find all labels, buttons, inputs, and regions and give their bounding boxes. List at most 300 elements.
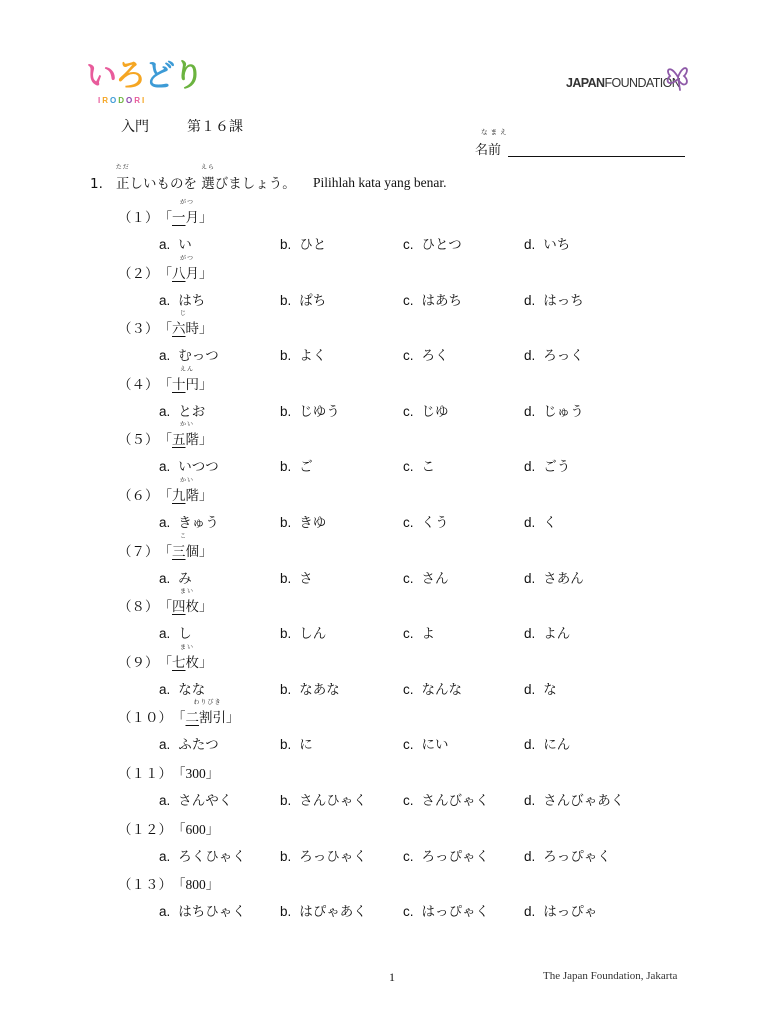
option-text: ろっひゃく	[299, 848, 367, 865]
answer-option[interactable]	[159, 789, 232, 809]
bracket-close: 」	[199, 265, 213, 282]
item-number: （８）	[118, 599, 159, 616]
option-text: に	[299, 737, 313, 754]
answer-option[interactable]	[280, 511, 326, 531]
footer-credit: The Japan Foundation, Jakarta	[543, 970, 678, 982]
answer-option[interactable]	[403, 567, 449, 587]
bracket-open: 「	[158, 599, 172, 616]
option-text: さんびゃあく	[543, 793, 625, 809]
option-letter: a.	[159, 237, 171, 252]
item-word	[172, 421, 199, 449]
option-letter: c.	[403, 403, 414, 419]
option-letter: a.	[159, 904, 171, 920]
option-letter: d.	[524, 237, 536, 252]
option-letter: d.	[524, 459, 536, 475]
bracket-open: 「	[172, 821, 186, 838]
answer-option[interactable]	[403, 789, 489, 809]
option-letter: b.	[280, 737, 292, 753]
item-stem	[118, 254, 213, 282]
bracket-close: 」	[226, 710, 240, 727]
option-text: なな	[178, 681, 206, 698]
option-letter: a.	[159, 515, 171, 530]
answer-option[interactable]	[403, 733, 449, 753]
option-letter: d.	[524, 681, 536, 697]
bracket-close: 」	[205, 821, 220, 838]
item-stem	[118, 365, 213, 393]
bracket-close: 」	[199, 543, 213, 560]
logo-char: ろ	[115, 58, 144, 94]
logo-roman-char: I	[98, 96, 103, 105]
answer-option[interactable]	[280, 900, 367, 920]
option-letter: b.	[280, 626, 292, 642]
answer-option[interactable]	[159, 289, 205, 309]
option-letter: a.	[159, 292, 171, 308]
question-item	[0, 477, 768, 536]
item-furigana: まい	[180, 643, 195, 651]
option-letter: b.	[280, 348, 292, 364]
logo-roman-char: D	[118, 96, 127, 105]
option-text: じゆう	[299, 403, 340, 420]
answer-option[interactable]	[280, 733, 313, 753]
ruby-reading-2: えら	[201, 164, 216, 171]
answer-option[interactable]	[403, 511, 449, 531]
item-furigana: まい	[180, 588, 195, 596]
question-item	[0, 199, 768, 258]
item-word	[172, 365, 199, 393]
option-text: はぴゃあく	[299, 904, 367, 921]
option-letter: c.	[403, 459, 414, 475]
item-target-kanji: 三	[172, 543, 186, 560]
item-word	[186, 822, 206, 838]
option-text: ひと	[299, 237, 327, 253]
item-word	[172, 643, 199, 671]
answer-option[interactable]	[280, 622, 326, 642]
option-letter: a.	[159, 570, 171, 586]
answer-option[interactable]	[524, 567, 584, 587]
option-letter: d.	[524, 292, 536, 308]
answer-option[interactable]	[159, 900, 246, 920]
question-indonesian: Pilihlah kata yang benar.	[313, 175, 447, 190]
option-text: よ	[421, 626, 436, 643]
bracket-open: 「	[158, 488, 172, 504]
answer-option[interactable]	[280, 845, 367, 865]
answer-option[interactable]	[159, 567, 192, 587]
answer-option[interactable]	[524, 733, 570, 753]
option-text: なあな	[299, 681, 340, 698]
item-stem	[118, 199, 213, 226]
option-letter: c.	[403, 626, 414, 642]
item-target-kanji: 六	[172, 321, 186, 338]
name-label-text: 名前	[475, 143, 502, 158]
logo-roman-char: R	[102, 96, 111, 105]
option-text: ろっく	[543, 348, 584, 365]
answer-option[interactable]	[280, 400, 340, 420]
item-word-rest: 個	[185, 543, 199, 560]
option-text: はちひゃく	[178, 904, 246, 921]
answer-option[interactable]	[159, 678, 205, 698]
option-text: にん	[543, 737, 571, 754]
question-item	[0, 532, 768, 592]
item-word	[172, 310, 199, 338]
item-number: （１３）	[118, 877, 172, 894]
question-item	[0, 254, 768, 314]
answer-option[interactable]	[159, 233, 192, 253]
answer-option[interactable]	[280, 567, 313, 587]
option-text: なんな	[421, 681, 463, 698]
option-letter: a.	[159, 681, 171, 697]
option-text: しん	[299, 626, 327, 643]
option-letter: c.	[403, 515, 414, 530]
item-stem	[118, 588, 213, 616]
option-text: きゅう	[178, 515, 219, 531]
question-item	[0, 699, 768, 758]
option-text: ろっぴゃく	[421, 848, 490, 865]
answer-option[interactable]	[280, 678, 340, 698]
answer-option[interactable]	[159, 455, 219, 475]
option-letter: c.	[403, 570, 414, 586]
course-level: 入門	[121, 119, 149, 135]
option-letter: d.	[524, 904, 536, 920]
item-stem	[118, 532, 213, 560]
option-letter: b.	[280, 237, 292, 252]
item-stem	[118, 873, 219, 893]
japan-foundation-logo	[566, 62, 694, 92]
logo-char: い	[86, 58, 115, 94]
answer-option[interactable]	[403, 678, 462, 698]
option-letter: b.	[280, 292, 292, 308]
item-word	[172, 477, 199, 504]
item-target-kanji: 八	[172, 265, 186, 282]
item-word-rest: 枚	[185, 654, 199, 671]
item-word	[172, 532, 199, 560]
bracket-open: 「	[158, 543, 172, 560]
answer-option[interactable]	[524, 400, 584, 420]
logo-roman-char: O	[126, 96, 135, 105]
item-word-rest: 階	[185, 432, 199, 449]
bracket-close: 」	[205, 766, 220, 782]
bracket-open: 「	[158, 210, 172, 226]
logo-char: ど	[144, 58, 173, 94]
name-label	[475, 128, 510, 158]
instruction-text-2: びましょう。	[214, 176, 296, 192]
bracket-close: 」	[199, 488, 213, 504]
option-letter: d.	[524, 793, 536, 808]
option-letter: d.	[524, 348, 536, 364]
item-number: （６）	[118, 488, 159, 504]
bracket-close: 」	[205, 877, 220, 894]
option-letter: b.	[280, 459, 292, 475]
option-text: はち	[178, 292, 206, 309]
item-stem	[118, 477, 213, 504]
item-furigana: かい	[180, 477, 195, 484]
item-number: （１１）	[118, 766, 172, 782]
option-letter: c.	[403, 292, 414, 308]
option-text: さん	[421, 570, 449, 587]
butterfly-icon	[664, 62, 692, 92]
answer-option[interactable]	[403, 233, 462, 253]
answer-option[interactable]	[280, 344, 326, 364]
irodori-logo-roman	[98, 96, 146, 105]
item-target-kanji: 七	[172, 654, 186, 671]
option-text: さんびゃく	[421, 793, 490, 809]
item-target-kanji: 二	[185, 710, 199, 727]
item-word	[185, 699, 227, 727]
answer-option[interactable]	[524, 289, 584, 309]
answer-option[interactable]	[159, 622, 192, 642]
item-word-rest: 枚	[185, 599, 199, 616]
option-text: くう	[421, 515, 449, 531]
option-letter: d.	[524, 737, 536, 753]
japan-foundation-rest: FOUNDATION	[604, 76, 681, 90]
ruby-reading-1: ただ	[115, 164, 130, 171]
answer-option[interactable]	[159, 511, 219, 531]
option-letter: c.	[403, 237, 414, 252]
question-instruction	[115, 164, 296, 192]
item-word	[186, 766, 206, 782]
option-letter: a.	[159, 459, 171, 475]
item-furigana: じ	[180, 310, 188, 318]
bracket-open: 「	[158, 432, 172, 449]
option-text: さ	[299, 570, 313, 587]
item-number: （１０）	[118, 710, 172, 727]
option-letter: c.	[403, 793, 414, 808]
name-field[interactable]	[475, 128, 685, 162]
option-letter: b.	[280, 403, 292, 419]
option-text: さあん	[543, 570, 584, 587]
bracket-open: 「	[172, 877, 186, 894]
option-letter: b.	[280, 848, 292, 864]
answer-option[interactable]	[403, 344, 449, 364]
answer-option[interactable]	[524, 678, 557, 698]
option-letter: c.	[403, 348, 414, 364]
option-text: さんやく	[178, 793, 233, 809]
option-letter: c.	[403, 737, 414, 753]
question-item	[0, 814, 768, 870]
item-word-rest: 600	[185, 821, 206, 837]
item-number: （９）	[118, 654, 159, 671]
answer-option[interactable]	[159, 400, 205, 420]
option-text: はっぴゃく	[421, 904, 490, 921]
ruby-kanji-1	[115, 164, 130, 192]
option-letter: c.	[403, 904, 414, 920]
option-letter: a.	[159, 626, 171, 642]
option-text: い	[178, 237, 192, 253]
ruby-kanji-2	[201, 164, 216, 192]
question-item	[0, 869, 768, 925]
logo-roman-char: R	[134, 96, 143, 105]
option-text: く	[543, 515, 557, 531]
question-item	[0, 758, 768, 814]
bracket-close: 」	[199, 432, 213, 449]
item-word-rest: 円	[185, 376, 199, 393]
option-text: よく	[299, 348, 327, 365]
answer-option[interactable]	[524, 455, 570, 475]
item-furigana: がつ	[180, 199, 195, 206]
option-letter: a.	[159, 793, 171, 808]
answer-option[interactable]	[159, 845, 246, 865]
option-letter: a.	[159, 848, 171, 864]
item-stem	[118, 699, 240, 727]
item-word-rest: 800	[185, 877, 206, 893]
page-number: 1	[389, 970, 395, 984]
option-text: さんひゃく	[299, 793, 367, 809]
option-text: こ	[421, 459, 436, 476]
option-text: じゅう	[543, 403, 584, 420]
item-furigana: かい	[180, 421, 195, 429]
option-text: ご	[299, 459, 313, 476]
bracket-open: 「	[158, 321, 172, 338]
item-target-kanji: 九	[172, 488, 186, 504]
option-text: はっぴゃ	[543, 904, 598, 921]
question-item	[0, 365, 768, 425]
bracket-open: 「	[158, 654, 172, 671]
option-letter: d.	[524, 570, 536, 586]
item-word	[172, 254, 199, 282]
option-text: とお	[178, 403, 206, 420]
logo-char: り	[173, 58, 202, 94]
item-word	[172, 588, 199, 616]
answer-option[interactable]	[280, 233, 326, 253]
answer-option[interactable]	[524, 344, 584, 364]
option-letter: d.	[524, 626, 536, 642]
option-text: ぱち	[299, 292, 327, 309]
item-number: （１２）	[118, 821, 172, 838]
option-letter: d.	[524, 848, 536, 864]
answer-option[interactable]	[280, 455, 313, 475]
question-item	[0, 588, 768, 647]
item-word-rest: 300	[185, 766, 206, 781]
answer-option[interactable]	[524, 511, 557, 531]
bracket-open: 「	[158, 265, 172, 282]
option-text: はあち	[421, 292, 463, 309]
japan-foundation-bold: JAPAN	[566, 76, 605, 90]
logo-roman-char: I	[142, 96, 147, 105]
answer-option[interactable]	[403, 400, 449, 420]
item-word-rest: 割引	[199, 710, 226, 727]
option-text: ろっぴゃく	[543, 848, 611, 865]
option-text: むっつ	[178, 348, 219, 365]
answer-option[interactable]	[403, 622, 435, 642]
item-furigana: えん	[180, 365, 195, 373]
item-number: （２）	[118, 265, 159, 282]
option-letter: b.	[280, 570, 292, 586]
answer-option[interactable]	[280, 789, 367, 809]
answer-option[interactable]	[159, 733, 219, 753]
option-letter: d.	[524, 403, 536, 419]
answer-option[interactable]	[159, 344, 219, 364]
option-letter: d.	[524, 515, 536, 530]
option-letter: a.	[159, 737, 171, 753]
instruction-text-1: しいものを	[129, 176, 197, 192]
option-text: し	[178, 626, 192, 643]
option-letter: b.	[280, 793, 292, 808]
item-word-rest: 月	[185, 210, 199, 226]
item-target-kanji: 十	[172, 376, 186, 393]
answer-option[interactable]	[524, 789, 624, 809]
option-text: ふたつ	[178, 737, 219, 754]
item-word	[172, 199, 199, 226]
bracket-close: 」	[199, 321, 213, 338]
item-number: （４）	[118, 376, 159, 393]
name-furigana: なまえ	[481, 128, 510, 136]
item-stem	[118, 421, 213, 449]
answer-option[interactable]	[524, 845, 611, 865]
item-word-rest: 月	[185, 265, 199, 282]
item-target-kanji: 四	[172, 599, 186, 616]
option-text: はっち	[543, 292, 584, 309]
lesson-number: 第１６課	[187, 119, 243, 135]
answer-option[interactable]	[524, 233, 570, 253]
answer-option[interactable]	[524, 622, 570, 642]
answer-option[interactable]	[403, 455, 435, 475]
item-stem	[118, 762, 219, 782]
answer-option[interactable]	[280, 289, 326, 309]
option-text: きゆ	[299, 515, 327, 531]
option-text: ひとつ	[421, 237, 462, 253]
option-text: にい	[421, 737, 449, 754]
item-furigana: がつ	[180, 254, 195, 262]
bracket-open: 「	[172, 710, 186, 727]
item-furigana: こ	[180, 532, 188, 540]
item-stem	[118, 310, 213, 338]
question-item	[0, 310, 768, 369]
option-letter: b.	[280, 681, 292, 697]
bracket-close: 」	[199, 599, 213, 616]
option-letter: b.	[280, 904, 292, 920]
question-item	[0, 643, 768, 703]
answer-option[interactable]	[524, 900, 597, 920]
item-furigana: わりびき	[193, 699, 222, 707]
irodori-logo	[86, 56, 202, 106]
answer-option[interactable]	[403, 900, 489, 920]
bracket-open: 「	[158, 376, 172, 393]
answer-option[interactable]	[403, 845, 489, 865]
item-word-rest: 階	[185, 488, 199, 504]
option-letter: a.	[159, 403, 171, 419]
bracket-close: 」	[199, 376, 213, 393]
bracket-close: 」	[199, 210, 213, 226]
option-text: いつつ	[178, 459, 219, 476]
option-text: よん	[543, 626, 571, 643]
option-letter: c.	[403, 848, 414, 864]
option-letter: a.	[159, 348, 171, 364]
option-text: ごう	[543, 459, 571, 476]
logo-roman-char: O	[110, 96, 119, 105]
item-number: （７）	[118, 543, 159, 560]
option-text: ろくひゃく	[178, 848, 246, 865]
question-item	[0, 421, 768, 480]
item-stem	[118, 643, 213, 671]
item-word-rest: 時	[185, 321, 199, 338]
bracket-open: 「	[172, 766, 186, 782]
kanji-2: 選	[201, 176, 215, 192]
item-number: （５）	[118, 432, 159, 449]
item-number: （１）	[118, 210, 159, 226]
item-word	[186, 877, 206, 893]
kanji-1: 正	[116, 176, 130, 192]
answer-option[interactable]	[403, 289, 462, 309]
option-letter: b.	[280, 515, 292, 530]
name-blank-line[interactable]	[508, 156, 685, 157]
item-target-kanji: 一	[172, 210, 186, 226]
bracket-close: 」	[199, 654, 213, 671]
option-letter: c.	[403, 681, 414, 697]
question-number: 1.	[90, 176, 103, 192]
item-target-kanji: 五	[172, 432, 186, 449]
option-text: な	[543, 681, 557, 698]
item-number: （３）	[118, 321, 159, 338]
item-stem	[118, 818, 219, 838]
